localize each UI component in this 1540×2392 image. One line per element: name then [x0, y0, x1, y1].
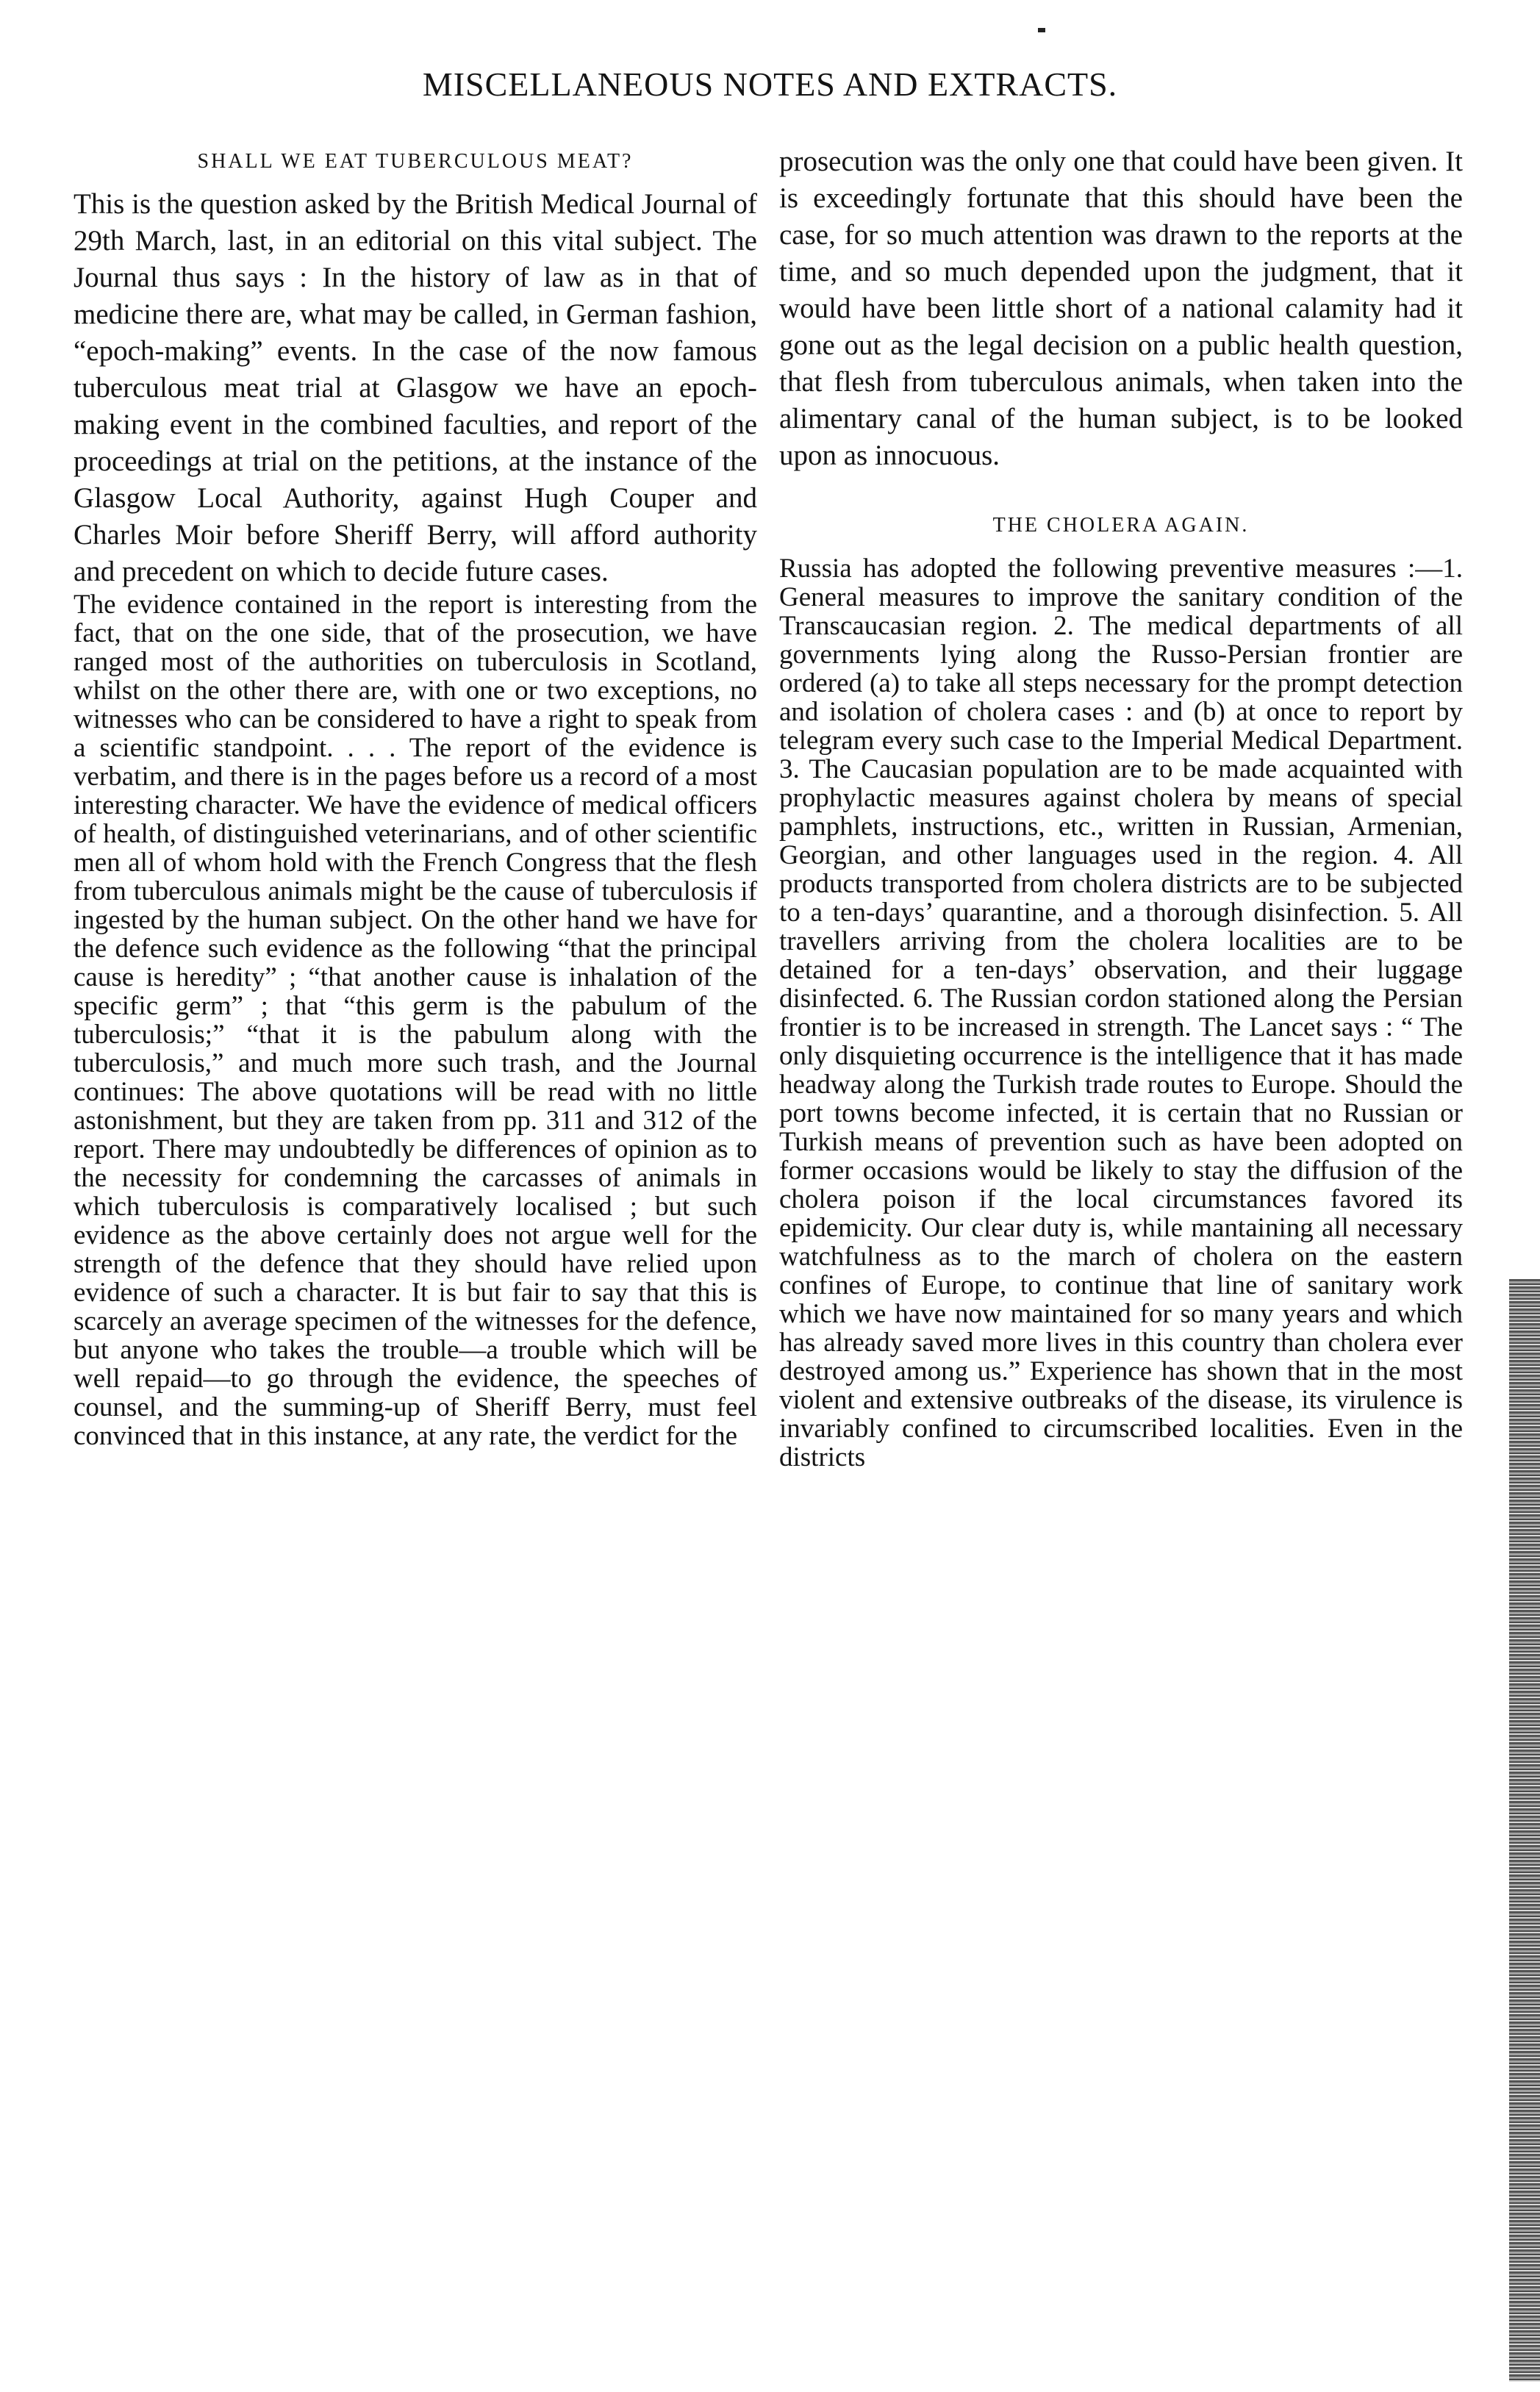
article-title-tuberculous-meat: SHALL WE EAT TUBERCULOUS MEAT?	[197, 150, 634, 173]
scan-edge-artifact	[1509, 1279, 1540, 2382]
article-paragraph-cholera: Russia has adopted the following preventive measures :—1. General measures to improve the sanitary condition of the Transcaucasian region. 2. The medical departments of all governments lying along the Russo-Persian frontier are ordered (a) to take all steps necessary for the prompt detection and isolation of cholera cases : and (b) at once to report by telegram every such case to the Imperial Medical Department. 3. The Caucasian population are to be made acquainted with prophylactic measures against cholera by means of special pamphlets, instructions, etc., written in Russian, Armenian, Georgian, and other languages used in the region. 4. All products transported from cholera districts are to be subjected to a ten-days’ quarantine, and a thorough disinfection. 5. All travellers arriving from the cholera localities are to be detained for a ten-days’ observation, and their luggage disinfected. 6. The Russian cordon stationed along the Persian frontier is to be increased in strength. The Lancet says : “ The only disquieting occurrence is the intelligence that it has made headway along the Turkish trade routes to Europe. Should the port towns become infected, it is certain that no Russian or Turkish means of prevention such as have been adopted on former occasions would be likely to stay the diffusion of the cholera poison if the local circumstances favored its epidemicity. Our clear duty is, while mantaining all necessary watchfulness as to the march of cholera on the eastern confines of Europe, to continue that line of sanitary work which we have now maintained for so many years and which has already saved more lives in this country than cholera ever destroyed among us.” Experience has shown that in the most violent and extensive outbreaks of the disease, its virulence is invariably confined to circumscribed localities. Even in the districts	[779, 554, 1463, 1472]
right-column	[779, 143, 1463, 1472]
article-paragraph: This is the question asked by the British Medical Journal of 29th March, last, in an editorial on this vital subject. The Journal thus says : In the history of law as in that of medicine there are, what may be called, in German fashion, “epoch-making” events. In the case of the now famous tuberculous meat trial at Glasgow we have an epoch-making event in the combined faculties, and report of the proceedings at trial on the petitions, at the instance of the Glasgow Local Authority, against Hugh Couper and Charles Moir before Sheriff Berry, will afford authority and precedent on which to decide future cases.	[74, 188, 757, 587]
print-speck	[1038, 28, 1045, 32]
running-head: MISCELLANEOUS NOTES AND EXTRACTS.	[422, 65, 1118, 103]
article-continuation: prosecution was the only one that could have been given. It is exceedingly fortunate that this should have been the case, for so much attention was drawn to the reports at the time, and so much depended upon the judgment, that it would have been little short of a national calamity had it gone out as the legal decision on a public health question, that flesh from tuberculous animals, when taken into the alimentary canal of the human subject, is to be looked upon as innocuous.	[779, 146, 1463, 471]
article-title-cholera: THE CHOLERA AGAIN.	[992, 514, 1250, 537]
left-column	[74, 143, 757, 1450]
article-paragraph-dense: The evidence contained in the report is interesting from the fact, that on the one side, that of the prosecution, we have ranged most of the authorities on tuberculosis in Scotland, whilst on the other there are, with one or two exceptions, no witnesses who can be considered to have a right to speak from a scientific standpoint. . . . The report of the evidence is verbatim, and there is in the pages before us a record of a most interesting character. We have the evidence of medical officers of health, of distinguished veterinarians, and of other scientific men all of whom hold with the French Congress that the flesh from tuberculous animals might be the cause of tuberculosis if ingested by the human subject. On the other hand we have for the defence such evidence as the following “that the principal cause is heredity” ; “that another cause is inhalation of the specific germ” ; that “this germ is the pabulum of the tuberculosis;” “that it is the pabulum along with the tuberculosis,” and much more such trash, and the Journal continues: The above quotations will be read with no little astonishment, but they are taken from pp. 311 and 312 of the report. There may undoubtedly be differences of opinion as to the necessity for condemning the carcasses of animals in which tuberculosis is comparatively localised ; but such evidence as the above certainly does not argue well for the strength of the defence that they should have relied upon evidence of such a character. It is but fair to say that this is scarcely an average specimen of the witnesses for the defence, but anyone who takes the trouble—a trouble which will be well repaid—to go through the evidence, the speeches of counsel, and the summing-up of Sheriff Berry, must feel convinced that in this instance, at any rate, the verdict for the	[74, 590, 757, 1451]
